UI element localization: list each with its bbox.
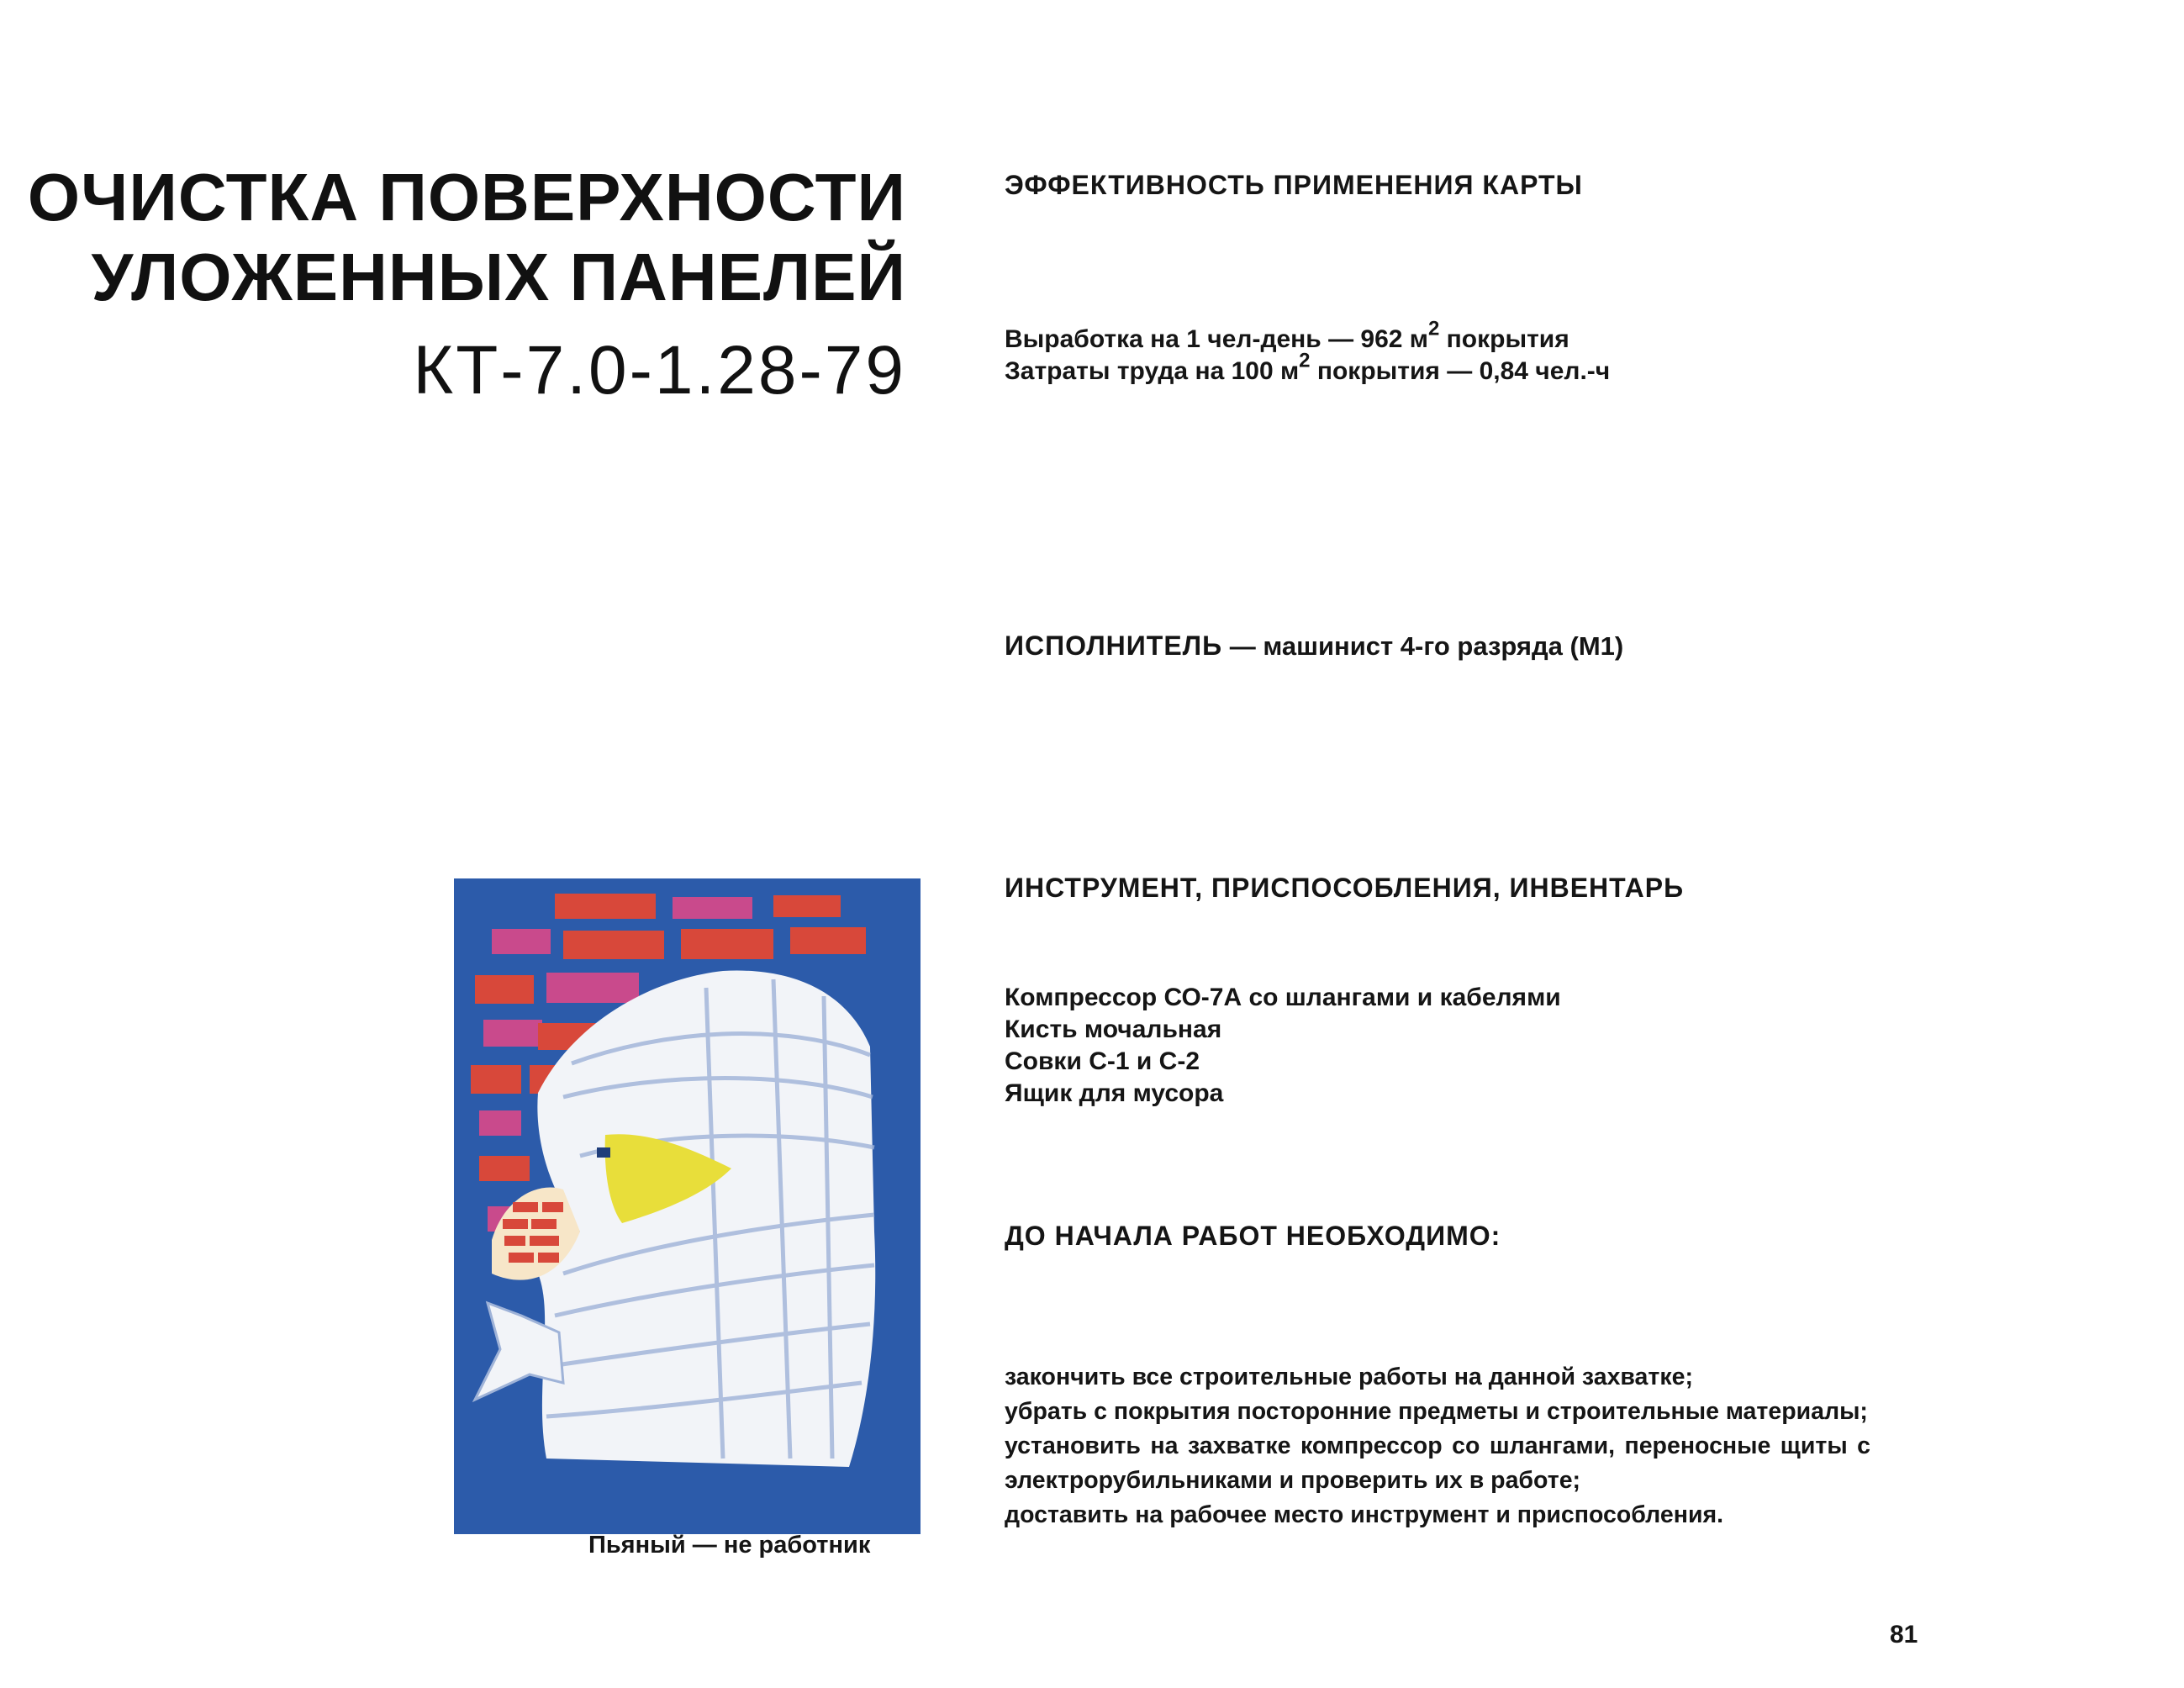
- efficiency-output-line: [1005, 317, 1569, 356]
- list-item: доставить на рабочее место инструмент и приспособления.: [1005, 1501, 1724, 1528]
- output-text-end: покрытия: [1439, 325, 1569, 353]
- list-item: Кисть мочальная: [1005, 1015, 1222, 1043]
- performer-text: — машинист 4-го разряда (М1): [1222, 631, 1624, 661]
- efficiency-labor-line: [1005, 349, 1611, 388]
- illustration-caption: Пьяный — не работник: [588, 1532, 871, 1559]
- labor-sup: 2: [1299, 349, 1311, 372]
- safety-poster-illustration: [454, 878, 921, 1534]
- performer-line: [1005, 630, 1623, 662]
- list-item: Ящик для мусора: [1005, 1079, 1224, 1107]
- before-work-list: [1005, 1360, 1870, 1532]
- title-line-1: ОЧИСТКА ПОВЕРХНОСТИ: [27, 160, 906, 235]
- output-sup: 2: [1427, 317, 1440, 340]
- labor-text: Затраты труда на 100 м: [1005, 357, 1300, 385]
- tools-heading: ИНСТРУМЕНТ, ПРИСПОСОБЛЕНИЯ, ИНВЕНТАРЬ: [1005, 873, 1685, 903]
- eye: [597, 1147, 610, 1158]
- title-line-2: УЛОЖЕННЫХ ПАНЕЛЕЙ: [91, 240, 906, 314]
- labor-text-end: покрытия — 0,84 чел.-ч: [1310, 357, 1611, 385]
- page-number: 81: [1890, 1621, 1918, 1648]
- list-item: закончить все строительные работы на данной захватке;: [1005, 1364, 1693, 1390]
- list-item: Совки С-1 и С-2: [1005, 1047, 1200, 1075]
- list-item: установить на захватке компрессор со шлангами, переносные щиты с электрорубильниками и проверить их в работе;: [1005, 1432, 1870, 1494]
- efficiency-heading: ЭФФЕКТИВНОСТЬ ПРИМЕНЕНИЯ КАРТЫ: [1005, 170, 1583, 200]
- document-code: КТ-7.0-1.28-79: [413, 332, 906, 409]
- before-work-heading: ДО НАЧАЛА РАБОТ НЕОБХОДИМО:: [1005, 1221, 1501, 1251]
- performer-label: ИСПОЛНИТЕЛЬ: [1005, 630, 1223, 661]
- tools-list: [1005, 982, 1561, 1110]
- output-text: Выработка на 1 чел-день — 962 м: [1005, 325, 1428, 353]
- list-item: убрать с покрытия посторонние предметы и строительные материалы;: [1005, 1398, 1868, 1425]
- list-item: Компрессор СО-7А со шлангами и кабелями: [1005, 984, 1561, 1011]
